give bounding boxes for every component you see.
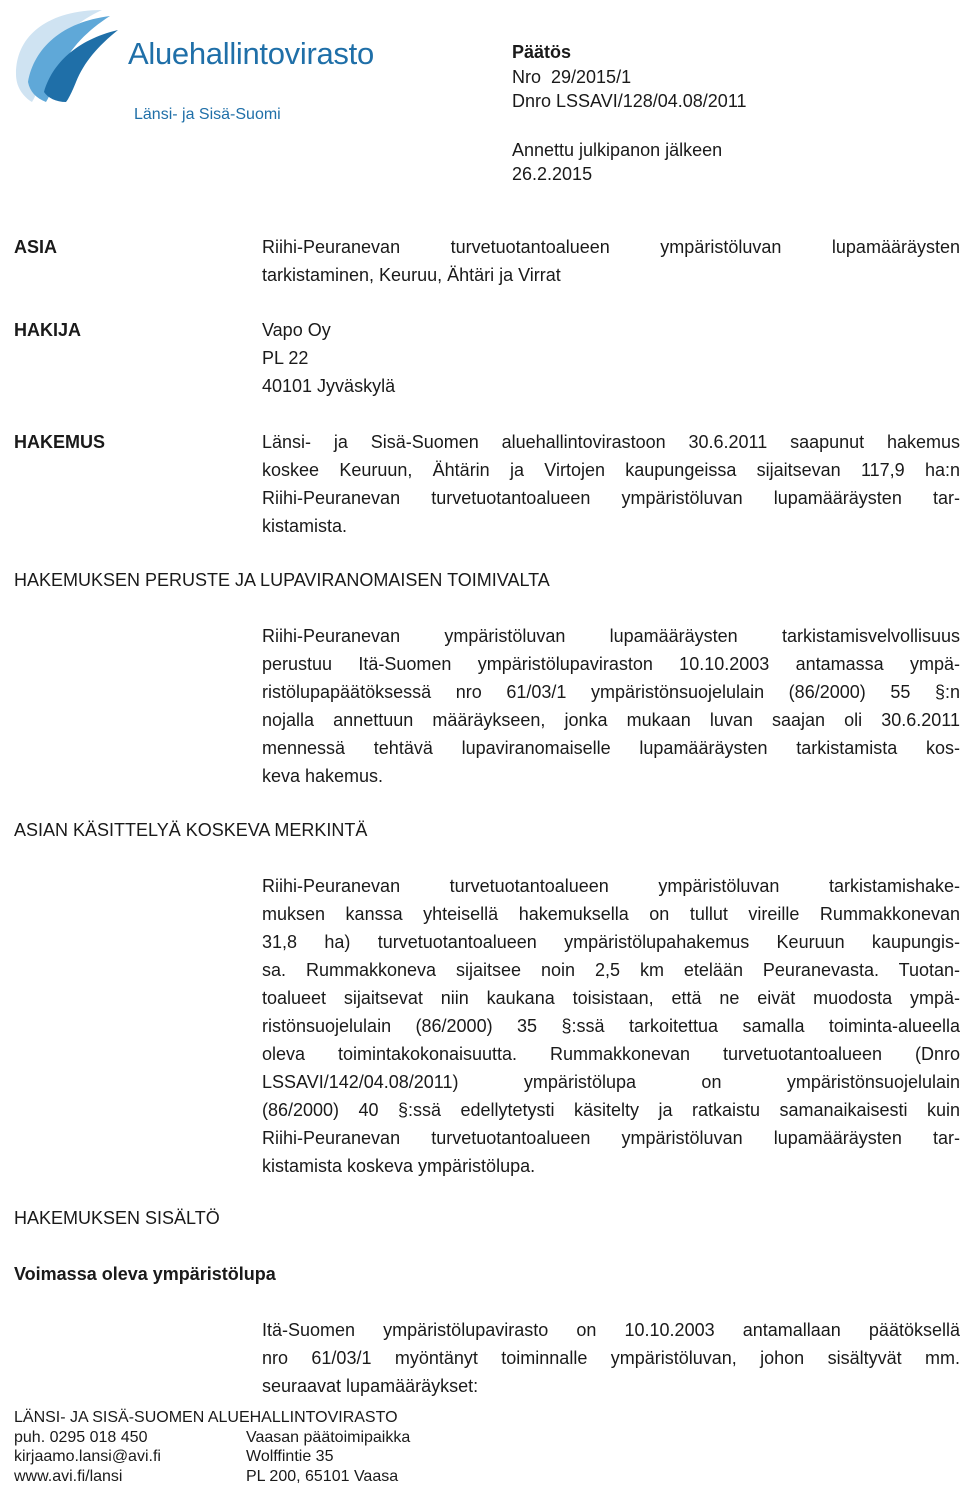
merkinta-line: 31,8 ha) turvetuotantoalueen ympäristölupahakemus Keuruun kaupungis- [262,932,960,952]
footer-pobox: PL 200, 65101 Vaasa [246,1467,399,1485]
asia-line: tarkistaminen, Keuruu, Ähtäri ja Virrat [262,265,561,285]
avi-logo-mark [10,4,130,104]
hakija-line: Vapo Oy [262,320,331,340]
merkinta-text [262,872,960,1180]
footer-email[interactable]: kirjaamo.lansi@avi.fi [14,1448,161,1465]
merkinta-line: Riihi-Peuranevan turvetuotantoalueen ympäristöluvan lupamääräysten tar- [262,1128,960,1148]
hakija-line: 40101 Jyväskylä [262,376,396,396]
hakemus-line: Riihi-Peuranevan turvetuotantoalueen ympäristöluvan lupamääräysten tar- [262,488,960,508]
logo-name: Aluehallintovirasto [128,36,374,71]
given-line1: Annettu julkipanon jälkeen [512,139,723,160]
footer-phone: puh. 0295 018 450 [14,1428,148,1446]
decision-number: Nro 29/2015/1 [512,66,632,87]
hakija-label: HAKIJA [14,320,82,340]
merkinta-line: muksen kanssa yhteisellä hakemuksella on tullut vireille Rummakkonevan [262,904,960,924]
hakija-line: PL 22 [262,348,309,368]
sisalto-line: Itä-Suomen ympäristölupavirasto on 10.10.2003 antamallaan päätöksellä [262,1320,960,1340]
merkinta-line: ristönsuojelulain (86/2000) 35 §:ssä tarkoitettua samalla toiminta-alueella [262,1016,960,1036]
hakemus-line: koskee Keuruun, Ähtärin ja Virtojen kaupungeissa sijaitsevan 117,9 ha:n [262,460,960,480]
asia-label: ASIA [14,237,58,257]
footer-web[interactable]: www.avi.fi/lansi [14,1467,123,1485]
logo-region: Länsi- ja Sisä-Suomi [134,106,281,123]
document-header [512,40,747,187]
sisalto-subheading: Voimassa oleva ympäristölupa [14,1264,276,1284]
peruste-line: ristölupapäätöksessä nro 61/03/1 ympäristönsuojelulain (86/2000) 55 §:n [262,682,960,702]
asia-line: Riihi-Peuranevan turvetuotantoalueen ympäristöluvan lupamääräysten [262,237,960,257]
sisalto-line: seuraavat lupamääräykset: [262,1376,479,1396]
hakemus-line: Länsi- ja Sisä-Suomen aluehallintovirastoon 30.6.2011 saapunut hakemus [262,432,960,452]
hakija-text [262,316,960,400]
peruste-line: nojalla annettuun määräykseen, jonka mukaan luvan saajan oli 30.6.2011 [262,710,960,730]
asia-text [262,233,960,289]
merkinta-line: sa. Rummakkoneva sijaitsee noin 2,5 km etelään Peuranevasta. Tuotan- [262,960,960,980]
peruste-line: Riihi-Peuranevan ympäristöluvan lupamääräysten tarkistamisvelvollisuus [262,626,960,646]
peruste-line: keva hakemus. [262,766,384,786]
doc-type: Päätös [512,42,572,62]
merkinta-heading: ASIAN KÄSITTELYÄ KOSKEVA MERKINTÄ [14,820,368,840]
peruste-line: perustuu Itä-Suomen ympäristölupaviraston 10.10.2003 antamassa ympä- [262,654,960,674]
merkinta-line: oleva toimintakokonaisuutta. Rummakkonevan turvetuotantoalueen (Dnro [262,1044,960,1064]
peruste-heading: HAKEMUKSEN PERUSTE JA LUPAVIRANOMAISEN TOIMIVALTA [14,570,550,590]
merkinta-line: kistamista koskeva ympäristölupa. [262,1156,536,1176]
merkinta-line: Riihi-Peuranevan turvetuotantoalueen ympäristöluvan tarkistamishake- [262,876,960,896]
peruste-text [262,622,960,790]
sisalto-text [262,1316,960,1400]
given-date: 26.2.2015 [512,164,593,184]
footer-office: Vaasan päätoimipaikka [246,1428,411,1446]
hakemus-text [262,428,960,540]
hakemus-label: HAKEMUS [14,432,106,452]
hakemus-line: kistamista. [262,516,348,536]
merkinta-line: (86/2000) 40 §:ssä edellytetysti käsitelty ja ratkaistu samanaikaisesti kuin [262,1100,960,1120]
sisalto-line: nro 61/03/1 myöntänyt toiminnalle ympäristöluvan, johon sisältyvät mm. [262,1348,960,1368]
merkinta-line: toalueet sijaitsevat niin kaukana toisistaan, että ne eivät muodosta ympä- [262,988,960,1008]
dnro: Dnro LSSAVI/128/04.08/2011 [512,91,747,111]
sisalto-heading: HAKEMUKSEN SISÄLTÖ [14,1208,220,1228]
footer-right [246,1428,410,1487]
footer-street: Wolffintie 35 [246,1448,334,1465]
footer-org: LÄNSI- JA SISÄ-SUOMEN ALUEHALLINTOVIRASTO [14,1409,398,1426]
merkinta-line: LSSAVI/142/04.08/2011) ympäristölupa on ympäristönsuojelulain [262,1072,960,1092]
peruste-line: mennessä tehtävä lupaviranomaiselle lupamääräysten tarkistamista kos- [262,738,960,758]
